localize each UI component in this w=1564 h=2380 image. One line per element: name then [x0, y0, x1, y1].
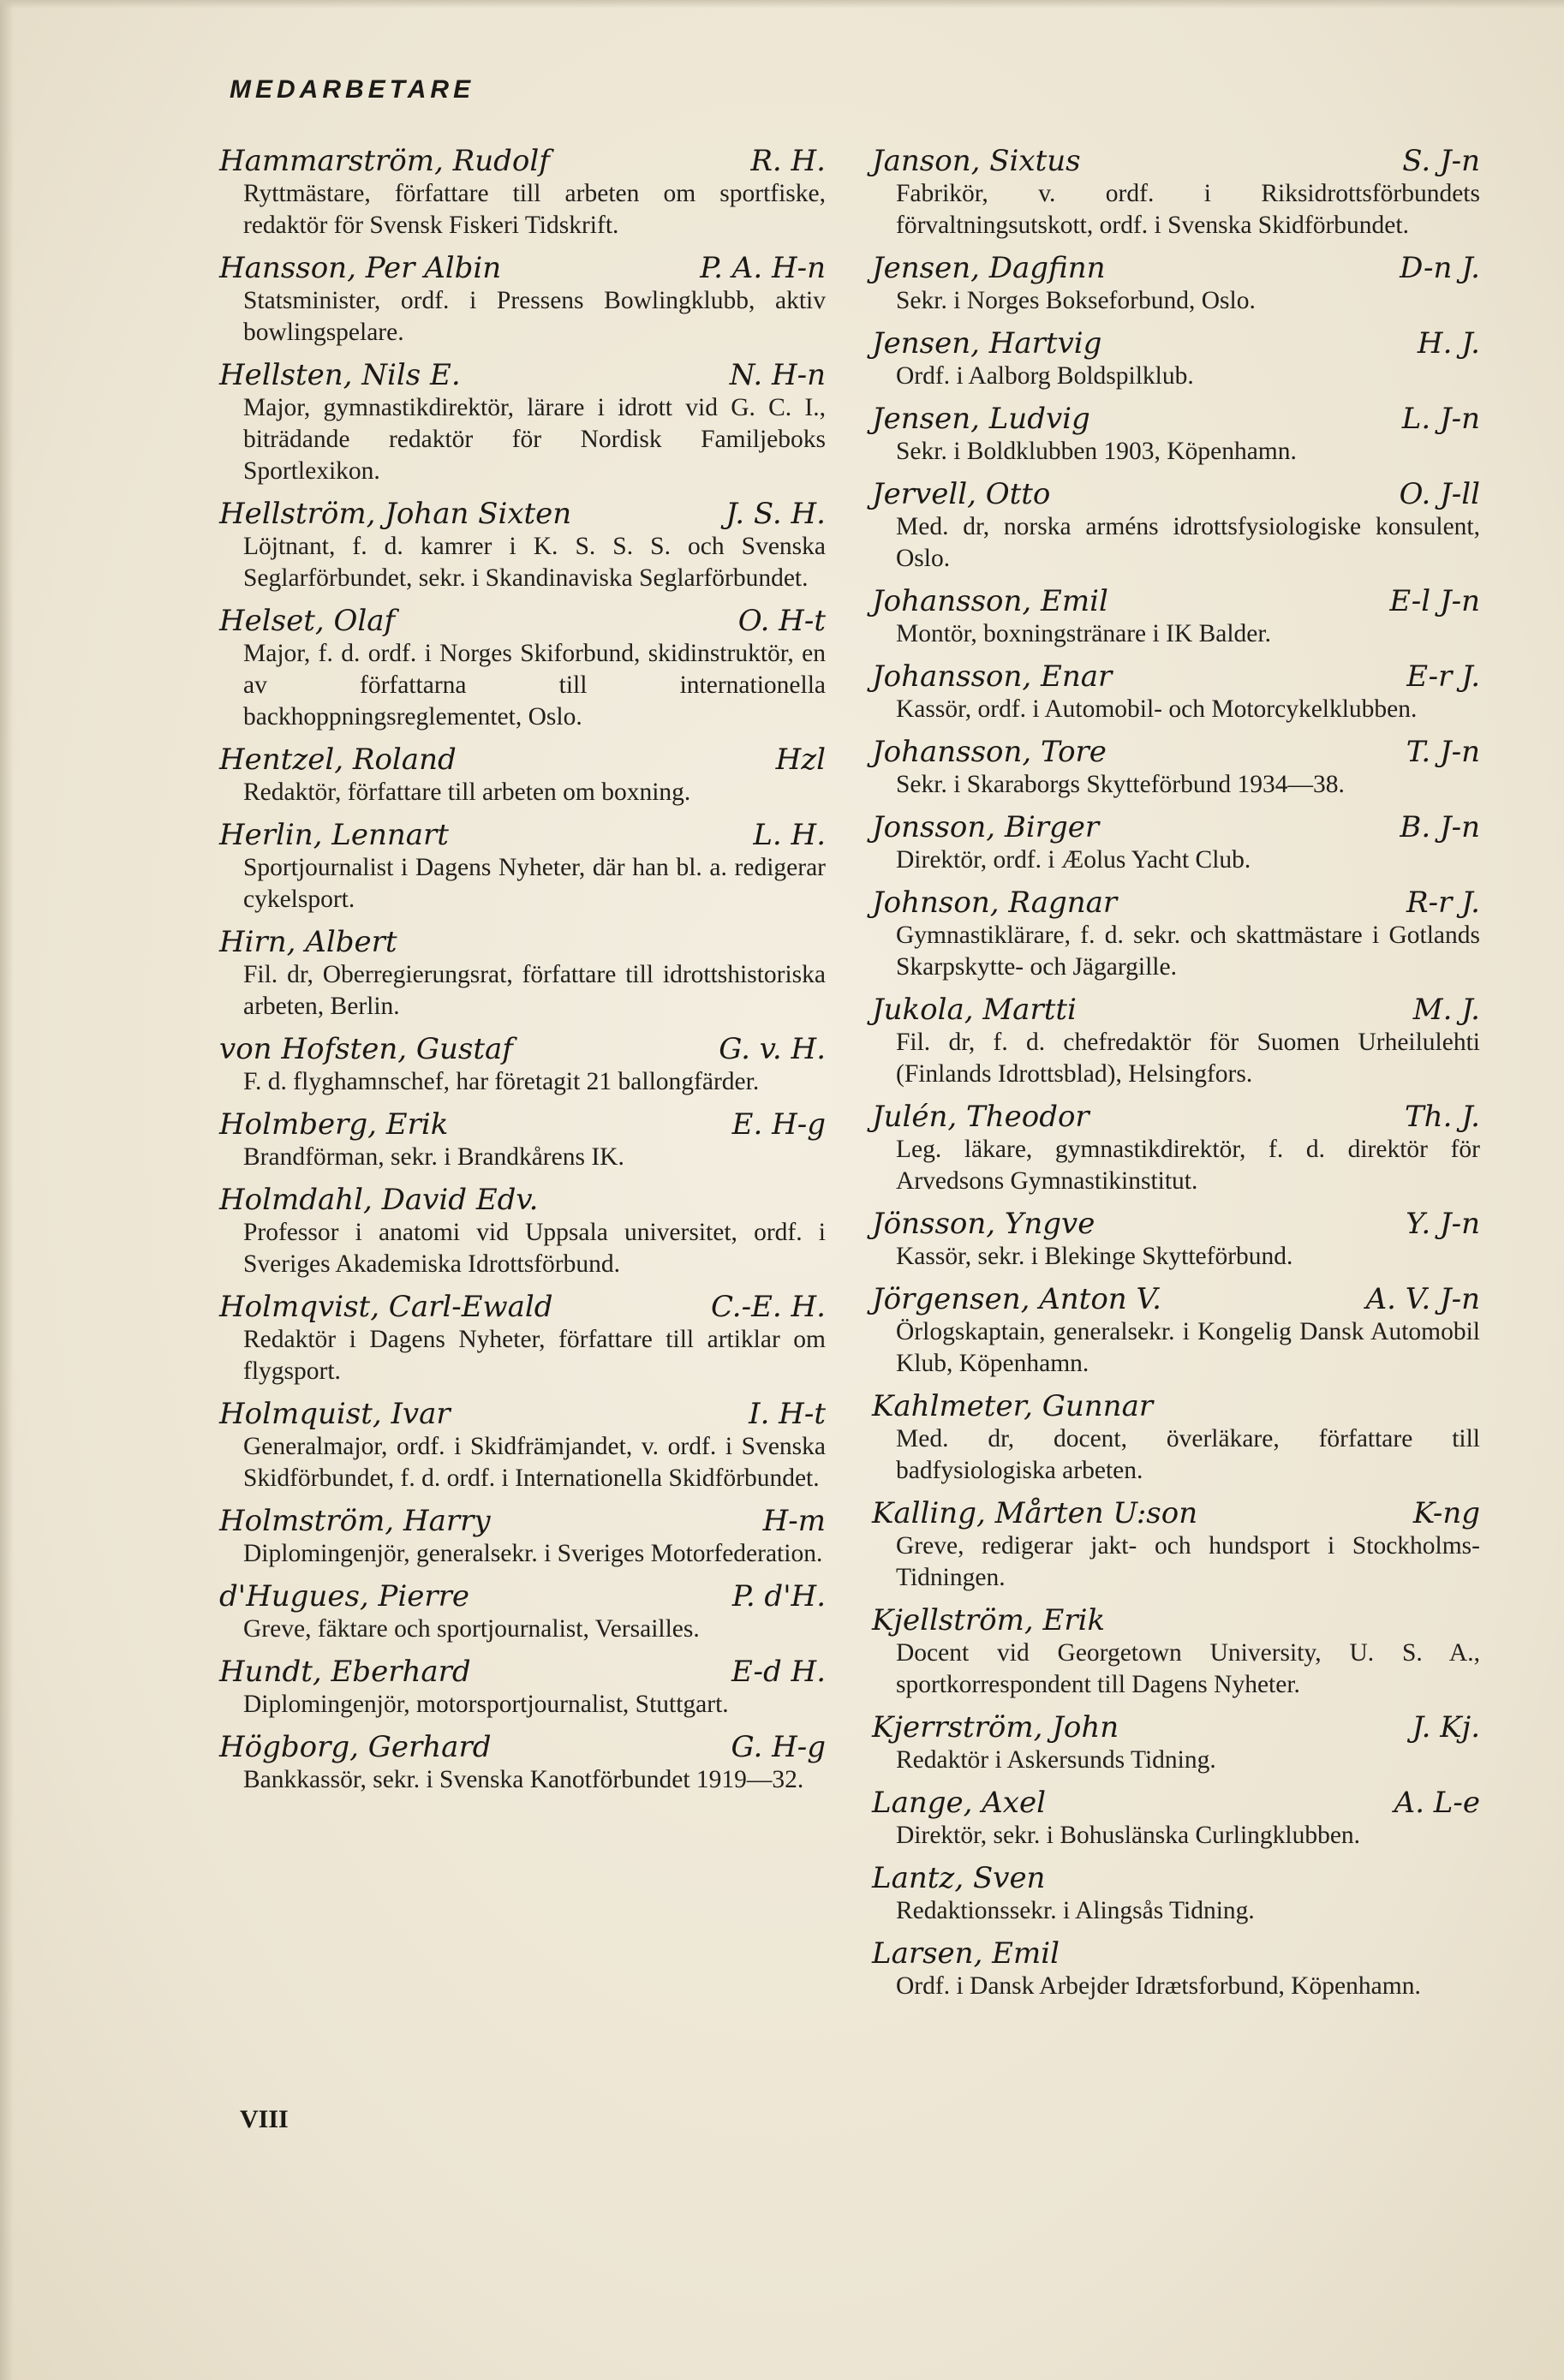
contributor-name-row	[219, 1504, 826, 1538]
contributor-description: Montör, boxningstränare i IK Balder.	[896, 620, 1271, 647]
contributor-name: Holmdahl, David Edv.	[219, 1183, 539, 1217]
contributor-name: Helset, Olaf	[219, 604, 396, 638]
contributor-signature: N. H-n	[729, 358, 826, 392]
contributor-name: Johansson, Tore	[872, 735, 1107, 769]
contributor-description: F. d. flyghamnschef, har företagit 21 ballongfärder.	[243, 1068, 760, 1095]
contributor-signature: K-ng	[1412, 1496, 1480, 1530]
contributor-name: Jönsson, Yngve	[872, 1207, 1095, 1241]
contributor-name-row	[219, 604, 826, 638]
contributor-signature: S. J-n	[1402, 144, 1480, 178]
left-column	[219, 144, 826, 1796]
contributor-description: Sportjournalist i Dagens Nyheter, där han bl. a. redigerar cykelsport.	[243, 854, 826, 913]
contributor-description: Generalmajor, ordf. i Skidfrämjandet, v. ordf. i Svenska Skidförbundet, f. d. ordf. i Internationella Skidförbundet.	[243, 1433, 826, 1492]
contributor-description: Redaktör i Dagens Nyheter, författare till artiklar om flygsport.	[243, 1326, 826, 1385]
contributor-entry	[219, 743, 826, 808]
contributor-description: Direktör, ordf. i Æolus Yacht Club.	[896, 846, 1251, 874]
contributor-description: Sekr. i Boldklubben 1903, Köpenhamn.	[896, 438, 1297, 465]
contributor-name-row	[872, 1786, 1480, 1820]
page-number: VIII	[240, 2105, 289, 2133]
contributor-entry	[872, 886, 1480, 983]
contributor-description: Sekr. i Skaraborgs Skytteförbund 1934—38.	[896, 771, 1345, 798]
contributor-name: Johnson, Ragnar	[872, 886, 1118, 920]
contributor-name-row	[872, 1710, 1480, 1745]
contributor-entry	[872, 251, 1480, 317]
contributor-name: Högborg, Gerhard	[219, 1730, 492, 1764]
contributor-signature: L. J-n	[1401, 402, 1480, 436]
contributor-description: Fil. dr, Oberregierungsrat, författare till idrottshistoriska arbeten, Berlin.	[243, 961, 826, 1020]
contributor-name-row	[219, 1655, 826, 1689]
page-header: MEDARBETARE	[230, 75, 475, 104]
contributor-signature: L. H.	[753, 818, 826, 852]
contributor-entry	[872, 477, 1480, 575]
contributor-signature: J. S. H.	[725, 497, 826, 531]
contributor-description: Löjtnant, f. d. kamrer i K. S. S. S. och Svenska Seglarförbundet, sekr. i Skandinaviska Seglarförbundet.	[243, 533, 826, 592]
contributor-signature: E-r J.	[1406, 659, 1480, 694]
contributor-name: Jensen, Dagfinn	[872, 251, 1106, 285]
contributor-description: Bankkassör, sekr. i Svenska Kanotförbundet 1919—32.	[243, 1766, 804, 1793]
contributor-name: Holmström, Harry	[219, 1504, 491, 1538]
contributor-name-row	[219, 818, 826, 852]
contributor-name-row	[219, 497, 826, 531]
contributor-name-row	[872, 993, 1480, 1027]
contributor-description: Leg. läkare, gymnastikdirektör, f. d. direktör för Arvedsons Gymnastikinstitut.	[896, 1136, 1480, 1195]
contributor-entry	[219, 251, 826, 349]
contributor-signature: E-d H.	[731, 1655, 826, 1689]
contributor-description: Med. dr, norska arméns idrottsfysiologiske konsulent, Oslo.	[896, 513, 1480, 572]
contributor-signature: T. J-n	[1406, 735, 1480, 769]
contributor-name: d'Hugues, Pierre	[219, 1579, 470, 1614]
contributor-entry	[872, 326, 1480, 392]
contributor-name-row	[872, 886, 1480, 920]
contributor-entry	[872, 402, 1480, 468]
contributor-entry	[219, 1290, 826, 1387]
contributor-signature: P. A. H-n	[700, 251, 826, 285]
contributor-signature: E-l J-n	[1389, 584, 1480, 618]
contributor-signature: O. J-ll	[1399, 477, 1480, 511]
contributor-signature: C.-E. H.	[711, 1290, 826, 1324]
contributor-description: Diplomingenjör, generalsekr. i Sveriges Motorfederation.	[243, 1540, 823, 1567]
contributor-entry	[872, 659, 1480, 725]
contributor-name-row	[219, 144, 826, 178]
contributor-description: Örlogskaptain, generalsekr. i Kongelig Dansk Automobil Klub, Köpenhamn.	[896, 1318, 1480, 1377]
contributor-name-row	[872, 1282, 1480, 1316]
contributor-name: Hundt, Eberhard	[219, 1655, 471, 1689]
contributor-entry	[219, 1730, 826, 1796]
contributor-description: Kassör, sekr. i Blekinge Skytteförbund.	[896, 1243, 1293, 1270]
contributor-name: Johansson, Emil	[872, 584, 1108, 618]
contributor-name: Kahlmeter, Gunnar	[872, 1389, 1154, 1423]
contributor-entry	[219, 818, 826, 916]
contributor-description: Ordf. i Aalborg Boldspilklub.	[896, 362, 1194, 390]
contributor-description: Statsminister, ordf. i Pressens Bowlingklubb, aktiv bowlingspelare.	[243, 287, 826, 346]
contributor-entry	[872, 144, 1480, 242]
contributor-description: Redaktör i Askersunds Tidning.	[896, 1746, 1216, 1774]
contributor-name: Johansson, Enar	[872, 659, 1113, 694]
contributor-name-row	[219, 925, 826, 959]
contributor-name: Holmqvist, Carl-Ewald	[219, 1290, 553, 1324]
contributor-description: Fil. dr, f. d. chefredaktör för Suomen Urheilulehti (Finlands Idrottsblad), Helsingfors.	[896, 1029, 1480, 1088]
contributor-entry	[872, 1282, 1480, 1380]
contributor-name: Lange, Axel	[872, 1786, 1046, 1820]
contributor-description: Docent vid Georgetown University, U. S. A., sportkorrespondent till Dagens Nyheter.	[896, 1639, 1480, 1698]
contributor-name: Larsen, Emil	[872, 1936, 1060, 1971]
contributor-signature: H. J.	[1417, 326, 1480, 361]
contributor-entry	[219, 1032, 826, 1098]
contributor-entry	[219, 1183, 826, 1280]
contributor-signature: D-n J.	[1400, 251, 1480, 285]
contributor-name-row	[872, 1603, 1480, 1637]
contributor-entry	[872, 1786, 1480, 1852]
contributor-name: Hirn, Albert	[219, 925, 397, 959]
contributor-entry	[219, 1107, 826, 1173]
contributor-description: Diplomingenjör, motorsportjournalist, Stuttgart.	[243, 1691, 729, 1718]
contributor-name-row	[219, 743, 826, 777]
contributor-description: Greve, redigerar jakt- och hundsport i Stockholms-Tidningen.	[896, 1532, 1480, 1591]
contributor-name: Kalling, Mårten U:son	[872, 1496, 1198, 1530]
contributor-name-row	[219, 251, 826, 285]
contributor-entry	[872, 1936, 1480, 2002]
contributor-name-row	[219, 358, 826, 392]
contributor-name-row	[872, 810, 1480, 844]
contributor-name: Jensen, Hartvig	[872, 326, 1102, 361]
contributor-name: Jonsson, Birger	[872, 810, 1100, 844]
contributor-name: Kjellström, Erik	[872, 1603, 1106, 1637]
contributor-name: Jukola, Martti	[872, 993, 1077, 1027]
contributor-description: Sekr. i Norges Bokseforbund, Oslo.	[896, 287, 1256, 314]
contributor-signature: A. L-e	[1394, 1786, 1480, 1820]
contributor-name-row	[872, 584, 1480, 618]
page-edge-shadow	[0, 0, 14, 2380]
contributor-name: Hammarström, Rudolf	[219, 144, 550, 178]
contributor-name-row	[872, 326, 1480, 361]
contributor-name: Hentzel, Roland	[219, 743, 457, 777]
right-column	[872, 144, 1480, 2002]
contributor-name: Jensen, Ludvig	[872, 402, 1090, 436]
contributor-description: Brandförman, sekr. i Brandkårens IK.	[243, 1143, 624, 1171]
contributor-name-row	[219, 1032, 826, 1066]
contributor-name: Jörgensen, Anton V.	[872, 1282, 1161, 1316]
contributor-name: Jervell, Otto	[872, 477, 1051, 511]
contributor-description: Kassör, ordf. i Automobil- och Motorcykelklubben.	[896, 695, 1418, 723]
contributor-entry	[872, 1496, 1480, 1594]
contributor-signature: R. H.	[750, 144, 826, 178]
contributor-description: Ryttmästare, författare till arbeten om sportfiske, redaktör för Svensk Fiskeri Tidskrift.	[243, 180, 826, 239]
contributor-name-row	[872, 735, 1480, 769]
contributor-name: Herlin, Lennart	[219, 818, 449, 852]
contributor-name-row	[872, 1207, 1480, 1241]
contributor-signature: P. d'H.	[731, 1579, 826, 1614]
contributor-entry	[872, 993, 1480, 1090]
contributor-entry	[219, 925, 826, 1023]
contributor-description: Fabrikör, v. ordf. i Riksidrottsförbundets förvaltningsutskott, ordf. i Svenska Skidförbundet.	[896, 180, 1480, 239]
contributor-name-row	[872, 1100, 1480, 1134]
contributor-entry	[219, 604, 826, 733]
contributor-description: Ordf. i Dansk Arbejder Idrætsforbund, Köpenhamn.	[896, 1972, 1421, 2000]
contributor-description: Professor i anatomi vid Uppsala universitet, ordf. i Sveriges Akademiska Idrottsförbund.	[243, 1219, 826, 1278]
contributor-name: Holmberg, Erik	[219, 1107, 449, 1142]
contributor-name-row	[872, 1936, 1480, 1971]
contributor-name-row	[219, 1397, 826, 1431]
contributor-signature: Y. J-n	[1406, 1207, 1480, 1241]
contributor-entry	[872, 1100, 1480, 1197]
contributor-signature: G. v. H.	[719, 1032, 826, 1066]
contributor-entry	[219, 358, 826, 487]
contributor-name-row	[872, 251, 1480, 285]
contributor-entry	[872, 584, 1480, 650]
contributor-signature: E. H-g	[731, 1107, 826, 1142]
page-top-shadow	[0, 0, 1564, 9]
contributor-name-row	[872, 1861, 1480, 1895]
contributor-description: Major, gymnastikdirektör, lärare i idrott vid G. C. I., biträdande redaktör för Nordisk Familjeboks Sportlexikon.	[243, 394, 826, 485]
contributor-description: Greve, fäktare och sportjournalist, Versailles.	[243, 1615, 700, 1643]
contributor-name-row	[219, 1183, 826, 1217]
contributor-entry	[872, 1207, 1480, 1273]
contributor-name-row	[872, 1389, 1480, 1423]
contributor-description: Direktör, sekr. i Bohuslänska Curlingklubben.	[896, 1822, 1361, 1849]
contributor-description: Gymnastiklärare, f. d. sekr. och skattmästare i Gotlands Skarpskytte- och Jägargille.	[896, 922, 1480, 981]
contributor-name-row	[872, 477, 1480, 511]
contributor-entry	[872, 735, 1480, 801]
contributor-signature: J. Kj.	[1412, 1710, 1480, 1745]
contributor-signature: I. H-t	[749, 1397, 826, 1431]
contributor-name: Holmquist, Ivar	[219, 1397, 451, 1431]
contributor-description: Redaktionssekr. i Alingsås Tidning.	[896, 1897, 1255, 1924]
contributor-name-row	[872, 1496, 1480, 1530]
contributor-name: Hansson, Per Albin	[219, 251, 502, 285]
contributor-entry	[219, 1579, 826, 1645]
contributor-description: Redaktör, författare till arbeten om boxning.	[243, 778, 691, 806]
contributor-signature: O. H-t	[737, 604, 826, 638]
contributor-name-row	[219, 1579, 826, 1614]
contributor-entry	[872, 1861, 1480, 1927]
contributor-signature: R-r J.	[1406, 886, 1480, 920]
contributor-name-row	[872, 659, 1480, 694]
contributor-name-row	[219, 1290, 826, 1324]
contributor-entry	[219, 144, 826, 242]
contributor-entry	[219, 1504, 826, 1570]
contributor-name-row	[219, 1730, 826, 1764]
contributor-entry	[219, 1655, 826, 1721]
contributor-signature: H-m	[762, 1504, 826, 1538]
contributor-name: von Hofsten, Gustaf	[219, 1032, 513, 1066]
contributor-signature: B. J-n	[1400, 810, 1480, 844]
contributor-entry	[872, 1710, 1480, 1776]
contributor-signature: A. V. J-n	[1365, 1282, 1480, 1316]
contributor-entry	[872, 1389, 1480, 1487]
contributor-name: Hellsten, Nils E.	[219, 358, 461, 392]
contributor-entry	[872, 1603, 1480, 1701]
contributor-description: Med. dr, docent, överläkare, författare till badfysiologiska arbeten.	[896, 1425, 1480, 1484]
contributor-signature: G. H-g	[731, 1730, 826, 1764]
contributor-name-row	[872, 144, 1480, 178]
contributor-signature: Hzl	[775, 743, 826, 777]
contributor-name: Julén, Theodor	[872, 1100, 1089, 1134]
contributor-entry	[872, 810, 1480, 876]
contributor-entry	[219, 497, 826, 594]
contributor-signature: M. J.	[1412, 993, 1480, 1027]
contributor-name: Hellström, Johan Sixten	[219, 497, 572, 531]
contributor-name: Kjerrström, John	[872, 1710, 1119, 1745]
contributor-name-row	[872, 402, 1480, 436]
contributor-name-row	[219, 1107, 826, 1142]
contributor-name: Janson, Sixtus	[872, 144, 1081, 178]
contributor-name: Lantz, Sven	[872, 1861, 1046, 1895]
contributor-entry	[219, 1397, 826, 1494]
contributor-signature: Th. J.	[1405, 1100, 1480, 1134]
contributor-description: Major, f. d. ordf. i Norges Skiforbund, skidinstruktör, en av författarna till internationella backhoppningsreglementet, Oslo.	[243, 640, 826, 731]
